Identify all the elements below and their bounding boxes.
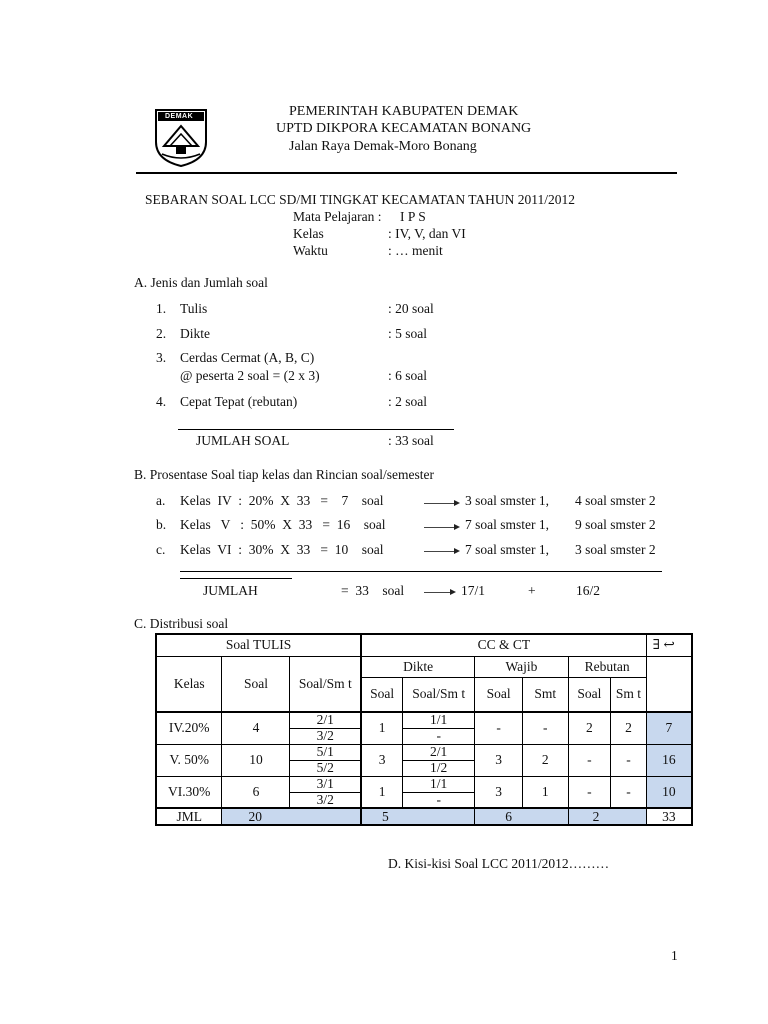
total-cell: 10 (646, 776, 692, 808)
jml-wajib: 6 (475, 808, 568, 825)
jml-rebutan: 2 (568, 808, 646, 825)
section-c-heading: C. Distribusi soal (134, 616, 229, 631)
demak-logo (152, 106, 210, 168)
table-row (156, 744, 692, 760)
hdr-dikte-soal: Soal (361, 677, 403, 712)
dikte-smt2-cell: 1/2 (403, 760, 475, 776)
wajib-smt-cell: 1 (522, 776, 568, 808)
header-line-2: UPTD DIKPORA KECAMATAN BONANG (276, 121, 532, 136)
arrow-icon (424, 527, 458, 528)
wajib-smt-cell: 2 (522, 744, 568, 776)
row-b-b-text: Kelas V : 50% X 33 = 16 soal (180, 517, 386, 532)
hdr-soal-smt: Soal/Sm t (290, 656, 361, 712)
smt1-cell: 3/1 (290, 776, 361, 792)
arrow-icon (424, 592, 454, 593)
section-b-divider (180, 571, 662, 572)
kelas-label: Kelas (293, 226, 324, 241)
jumlah-label: JUMLAH (203, 583, 258, 598)
dikte-smt1-cell: 2/1 (403, 744, 475, 760)
item-a3-label: Cerdas Cermat (A, B, C) (180, 350, 315, 365)
item-a4-value: : 2 soal (388, 394, 427, 409)
wajib-soal-cell: 3 (475, 776, 523, 808)
hdr-dikte: Dikte (361, 656, 475, 677)
smt1-cell: 5/1 (290, 744, 361, 760)
hdr-wajib-soal: Soal (475, 677, 523, 712)
item-a3-num: 3. (156, 350, 167, 365)
table-row (156, 776, 692, 792)
header-divider (136, 172, 677, 174)
jml-tulis: 20 (222, 808, 361, 825)
dikte-smt1-cell: 1/1 (403, 712, 475, 728)
row-b-b-s2: 9 soal smster 2 (575, 517, 656, 532)
hdr-cc-ct: CC & CT (361, 634, 646, 656)
item-a1-value: : 20 soal (388, 301, 434, 316)
hdr-soal-tulis: Soal TULIS (156, 634, 361, 656)
jumlah-text: = 33 soal (341, 583, 405, 598)
item-a3b-label: @ peserta 2 soal = (2 x 3) (180, 368, 320, 383)
item-a2-num: 2. (156, 326, 167, 341)
smt1-cell: 2/1 (290, 712, 361, 728)
hdr-jumlah: ∃ ↩ (646, 634, 692, 656)
jml-label: JML (156, 808, 222, 825)
soal-cell: 4 (222, 712, 290, 744)
waktu-value: : … menit (388, 243, 443, 258)
rebutan-soal-cell: 2 (568, 712, 611, 744)
hdr-rebutan-smt: Sm t (611, 677, 647, 712)
kelas-cell: VI.30% (156, 776, 222, 808)
hdr-dikte-soal-smt: Soal/Sm t (403, 677, 475, 712)
item-a3b-value: : 6 soal (388, 368, 427, 383)
rebutan-soal-cell: - (568, 776, 611, 808)
kelas-value: : IV, V, dan VI (388, 226, 466, 241)
soal-cell: 6 (222, 776, 290, 808)
distribution-table (155, 633, 693, 826)
jumlah-soal-label: JUMLAH SOAL (196, 433, 290, 448)
row-b-a-text: Kelas IV : 20% X 33 = 7 soal (180, 493, 384, 508)
row-b-c-s2: 3 soal smster 2 (575, 542, 656, 557)
hdr-rebutan-soal: Soal (568, 677, 611, 712)
mapel-label: Mata Pelajaran : (293, 209, 382, 224)
hdr-total-blank (646, 656, 692, 712)
dikte-smt2-cell: - (403, 792, 475, 808)
section-b-divider-2 (180, 578, 292, 579)
wajib-smt-cell: - (522, 712, 568, 744)
row-b-a-s1: 3 soal smster 1, (465, 493, 549, 508)
dikte-soal-cell: 1 (361, 712, 403, 744)
mapel-value: I P S (400, 209, 426, 224)
jumlah-s2: 16/2 (576, 583, 601, 598)
total-cell: 7 (646, 712, 692, 744)
row-b-b-s1: 7 soal smster 1, (465, 517, 549, 532)
table-row (156, 712, 692, 728)
section-d-heading: D. Kisi-kisi Soal LCC 2011/2012……… (388, 856, 610, 871)
smt2-cell: 3/2 (290, 792, 361, 808)
jumlah-s1: 17/1 (461, 583, 486, 598)
jml-total: 33 (646, 808, 692, 825)
soal-cell: 10 (222, 744, 290, 776)
page-number: 1 (671, 948, 678, 963)
dikte-soal-cell: 1 (361, 776, 403, 808)
item-a2-value: : 5 soal (388, 326, 427, 341)
jml-row (156, 808, 692, 825)
item-a1-num: 1. (156, 301, 167, 316)
row-b-a-s2: 4 soal smster 2 (575, 493, 656, 508)
logo-text: DEMAK (165, 113, 194, 120)
row-b-a-letter: a. (156, 493, 166, 508)
dikte-smt2-cell: - (403, 728, 475, 744)
document-title: SEBARAN SOAL LCC SD/MI TINGKAT KECAMATAN TAHUN 2011/2012 (145, 192, 575, 207)
rebutan-smt-cell: - (611, 776, 647, 808)
section-a-divider (178, 429, 454, 430)
row-b-c-letter: c. (156, 542, 166, 557)
hdr-wajib: Wajib (475, 656, 568, 677)
row-b-c-text: Kelas VI : 30% X 33 = 10 soal (180, 542, 384, 557)
row-b-b-letter: b. (156, 517, 167, 532)
header-line-3: Jalan Raya Demak-Moro Bonang (289, 139, 477, 154)
waktu-label: Waktu (293, 243, 328, 258)
wajib-soal-cell: - (475, 712, 523, 744)
item-a2-label: Dikte (180, 326, 210, 341)
hdr-rebutan: Rebutan (568, 656, 646, 677)
smt2-cell: 3/2 (290, 728, 361, 744)
rebutan-smt-cell: 2 (611, 712, 647, 744)
item-a4-label: Cepat Tepat (rebutan) (180, 394, 298, 409)
rebutan-smt-cell: - (611, 744, 647, 776)
total-cell: 16 (646, 744, 692, 776)
arrow-icon (424, 551, 458, 552)
rebutan-soal-cell: - (568, 744, 611, 776)
plus-sign: + (528, 583, 536, 598)
section-a-heading: A. Jenis dan Jumlah soal (134, 275, 268, 290)
wajib-soal-cell: 3 (475, 744, 523, 776)
item-a4-num: 4. (156, 394, 167, 409)
kelas-cell: V. 50% (156, 744, 222, 776)
row-b-c-s1: 7 soal smster 1, (465, 542, 549, 557)
smt2-cell: 5/2 (290, 760, 361, 776)
jml-dikte: 5 (361, 808, 475, 825)
dikte-smt1-cell: 1/1 (403, 776, 475, 792)
kelas-cell: IV.20% (156, 712, 222, 744)
hdr-wajib-smt: Smt (522, 677, 568, 712)
item-a1-label: Tulis (180, 301, 208, 316)
hdr-kelas: Kelas (156, 656, 222, 712)
header-line-1: PEMERINTAH KABUPATEN DEMAK (289, 104, 519, 119)
jumlah-soal-value: : 33 soal (388, 433, 434, 448)
hdr-soal: Soal (222, 656, 290, 712)
section-b-heading: B. Prosentase Soal tiap kelas dan Rincian soal/semester (134, 467, 434, 482)
dikte-soal-cell: 3 (361, 744, 403, 776)
arrow-icon (424, 503, 458, 504)
